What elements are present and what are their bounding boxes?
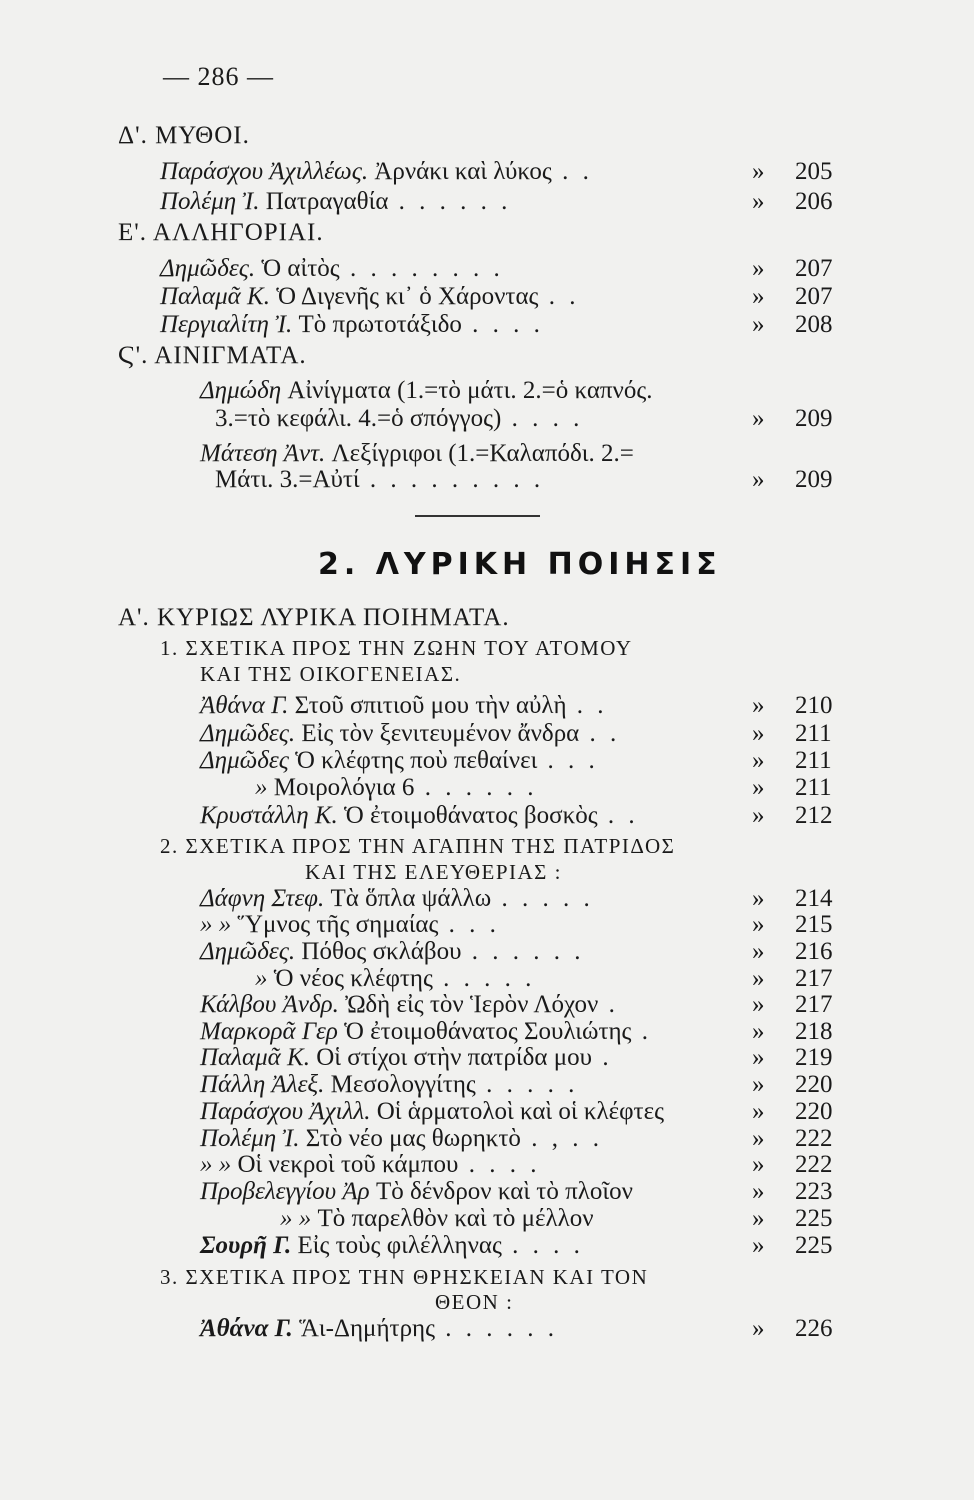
ditto-mark: » bbox=[752, 991, 765, 1018]
entry-title: Στὸ νέο μας θωρηκτὸ bbox=[305, 1125, 521, 1152]
toc-entry bbox=[160, 310, 544, 340]
entry-author: Δημῶδες bbox=[200, 747, 296, 774]
toc-heading: 1. ΣΧΕΤΙΚΑ ΠΡΟΣ ΤΗΝ ΖΩΗΝ ΤΟΥ ΑΤΟΜΟΥ bbox=[160, 636, 633, 660]
ditto-mark: » bbox=[752, 405, 765, 432]
entry-leader-dots: . . . . bbox=[501, 1232, 584, 1259]
ditto-mark: » bbox=[752, 720, 765, 747]
ditto-mark: » bbox=[752, 466, 765, 493]
entry-page-number: 210 bbox=[795, 692, 833, 719]
entry-author: Παλαμᾶ Κ. bbox=[160, 283, 277, 310]
toc-heading: ΚΑΙ ΤΗΣ ΟΙΚΟΓΕΝΕΙΑΣ. bbox=[200, 662, 462, 686]
entry-page-number: 211 bbox=[795, 747, 832, 774]
entry-page-number: 225 bbox=[795, 1205, 833, 1232]
toc-heading: Ε'. ΑΛΛΗΓΟΡΙΑΙ. bbox=[118, 219, 324, 246]
entry-author: Περγιαλίτη Ἰ. bbox=[160, 311, 299, 338]
entry-title: Οἱ νεκροὶ τοῦ κάμπου bbox=[237, 1151, 459, 1178]
toc-entry bbox=[160, 187, 511, 217]
toc-heading: Ϛ'. ΑΙΝΙΓΜΑΤΑ. bbox=[118, 342, 307, 369]
entry-leader-dots: . , . . bbox=[520, 1125, 603, 1152]
entry-leader-dots: . bbox=[598, 991, 619, 1018]
section-divider bbox=[415, 515, 540, 517]
ditto-mark: » bbox=[752, 965, 765, 992]
entry-leader-dots: . . . . . bbox=[491, 885, 594, 912]
entry-title: Τὸ πρωτοτάξιδο bbox=[298, 311, 462, 338]
toc-entry bbox=[200, 1043, 613, 1073]
entry-title: Στοῦ σπιτιοῦ μου τὴν αὐλὴ bbox=[294, 692, 567, 719]
toc-entry bbox=[200, 691, 608, 721]
entry-title: Ὁ νέος κλέφτης bbox=[273, 965, 433, 992]
entry-title: Ὕμνος τῆς σημαίας bbox=[237, 911, 439, 938]
toc-entry bbox=[215, 465, 544, 495]
toc-heading: Α'. ΚΥΡΙΩΣ ΛΥΡΙΚΑ ΠΟΙΗΜΑΤΑ. bbox=[118, 604, 510, 631]
entry-page-number: 209 bbox=[795, 466, 833, 493]
entry-title: Τὰ ὅπλα ψάλλω bbox=[330, 885, 492, 912]
entry-title: Μοιρολόγια 6 bbox=[273, 774, 415, 801]
toc-heading: ΘΕΟΝ : bbox=[435, 1290, 514, 1314]
toc-heading: Δ'. ΜΥΘΟΙ. bbox=[118, 122, 250, 149]
entry-leader-dots: . . bbox=[538, 283, 580, 310]
entry-title: Πόθος σκλάβου bbox=[301, 938, 462, 965]
entry-author: Δημῶδες. bbox=[200, 720, 302, 747]
entry-title: Ὁ αἰτὸς bbox=[261, 255, 340, 282]
ditto-mark: » bbox=[752, 911, 765, 938]
toc-entry bbox=[200, 1070, 578, 1100]
entry-page-number: 219 bbox=[795, 1044, 833, 1071]
entry-author: Ἀθάνα Γ. bbox=[200, 692, 295, 719]
entry-title: 3.=τὸ κεφάλι. 4.=ὁ σπόγγος) bbox=[215, 405, 502, 432]
entry-leader-dots: . . bbox=[579, 720, 621, 747]
entry-leader-dots: . . . bbox=[438, 911, 500, 938]
entry-leader-dots: . . bbox=[551, 158, 593, 185]
entry-title: Τὸ παρελθὸν καὶ τὸ μέλλον bbox=[317, 1205, 594, 1232]
ditto-mark: » bbox=[752, 311, 765, 338]
entry-page-number: 209 bbox=[795, 405, 833, 432]
toc-entry bbox=[200, 910, 500, 940]
ditto-mark: » bbox=[752, 1205, 765, 1232]
entry-leader-dots: . . . . . . . . bbox=[339, 255, 504, 282]
entry-author: Μαρκορᾶ Γερ bbox=[200, 1018, 345, 1045]
entry-author: Κρυστάλλη Κ. bbox=[200, 802, 345, 829]
entry-title: Πατραγαθία bbox=[265, 188, 389, 215]
entry-author: Κάλβου Ἀνδρ. bbox=[200, 991, 346, 1018]
toc-entry bbox=[200, 1177, 633, 1207]
entry-author: Ἀθάνα Γ. bbox=[200, 1315, 300, 1342]
entry-author: Σουρῆ Γ. bbox=[200, 1232, 298, 1259]
entry-page-number: 211 bbox=[795, 720, 832, 747]
entry-author: » bbox=[255, 774, 274, 801]
entry-title: Ἅι-Δημήτρης bbox=[299, 1315, 436, 1342]
entry-page-number: 226 bbox=[795, 1315, 833, 1342]
entry-page-number: 206 bbox=[795, 188, 833, 215]
toc-entry bbox=[200, 1231, 584, 1261]
entry-title: Ὁ ἐτοιμοθάνατος βοσκὸς bbox=[344, 802, 598, 829]
entry-page-number: 217 bbox=[795, 965, 833, 992]
toc-entry bbox=[200, 990, 619, 1020]
entry-title: Ὁ κλέφτης ποὺ πεθαίνει bbox=[295, 747, 538, 774]
page-number: — 286 — bbox=[163, 62, 274, 91]
entry-page-number: 222 bbox=[795, 1125, 833, 1152]
entry-author: Πολέμη Ἰ. bbox=[200, 1125, 306, 1152]
entry-leader-dots: . bbox=[592, 1044, 613, 1071]
entry-leader-dots: . . bbox=[566, 692, 608, 719]
toc-heading: 2. ΣΧΕΤΙΚΑ ΠΡΟΣ ΤΗΝ ΑΓΑΠΗΝ ΤΗΣ ΠΑΤΡΙΔΟΣ bbox=[160, 834, 676, 858]
entry-author: » bbox=[255, 965, 274, 992]
entry-author: Δημῶδες. bbox=[200, 938, 302, 965]
ditto-mark: » bbox=[752, 1018, 765, 1045]
toc-entry bbox=[215, 404, 583, 434]
entry-leader-dots: . . . . . bbox=[432, 965, 536, 992]
entry-page-number: 207 bbox=[795, 283, 833, 310]
toc-entry bbox=[280, 1204, 594, 1234]
toc-entry bbox=[160, 157, 593, 187]
toc-entry bbox=[200, 376, 653, 406]
ditto-mark: » bbox=[752, 1125, 765, 1152]
entry-leader-dots: . . . . . . . . . bbox=[359, 466, 545, 493]
entry-leader-dots: . . bbox=[597, 802, 639, 829]
entry-leader-dots: . . . . bbox=[461, 311, 544, 338]
ditto-mark: » bbox=[752, 158, 765, 185]
entry-title: Λεξίγριφοι (1.=Καλαπόδι. 2.= bbox=[331, 440, 634, 467]
entry-leader-dots: . . . . . . bbox=[435, 1315, 559, 1342]
toc-entry bbox=[160, 254, 504, 284]
ditto-mark: » bbox=[752, 1315, 765, 1342]
ditto-mark: » bbox=[752, 1098, 765, 1125]
entry-author: Πάλλη Ἀλεξ. bbox=[200, 1071, 331, 1098]
entry-page-number: 214 bbox=[795, 885, 833, 912]
toc-entry bbox=[160, 282, 579, 312]
entry-leader-dots: . . . . . bbox=[475, 1071, 579, 1098]
entry-author: Πολέμη Ἰ. bbox=[160, 188, 266, 215]
entry-title: Ὁ ἐτοιμοθάνατος Σουλιώτης bbox=[344, 1018, 632, 1045]
entry-leader-dots: . bbox=[631, 1018, 652, 1045]
entry-title: Αἰνίγματα (1.=τὸ μάτι. 2.=ὁ καπνός. bbox=[287, 377, 653, 404]
toc-entry bbox=[200, 801, 639, 831]
toc-entry bbox=[200, 1097, 664, 1127]
toc-heading: 3. ΣΧΕΤΙΚΑ ΠΡΟΣ ΤΗΝ ΘΡΗΣΚΕΙΑΝ ΚΑΙ ΤΟΝ bbox=[160, 1265, 649, 1289]
ditto-mark: » bbox=[752, 747, 765, 774]
entry-page-number: 223 bbox=[795, 1178, 833, 1205]
entry-title: Μεσολογγίτης bbox=[330, 1071, 476, 1098]
entry-page-number: 217 bbox=[795, 991, 833, 1018]
entry-author: Δημώδη bbox=[200, 377, 288, 404]
entry-author: Δάφνη Στεφ. bbox=[200, 885, 331, 912]
ditto-mark: » bbox=[752, 692, 765, 719]
ditto-mark: » bbox=[752, 188, 765, 215]
entry-title: Ἀρνάκι καὶ λύκος bbox=[374, 158, 552, 185]
entry-page-number: 220 bbox=[795, 1071, 833, 1098]
entry-page-number: 218 bbox=[795, 1018, 833, 1045]
toc-entry bbox=[200, 746, 599, 776]
entry-page-number: 220 bbox=[795, 1098, 833, 1125]
ditto-mark: » bbox=[752, 1232, 765, 1259]
entry-leader-dots: . . . . bbox=[501, 405, 584, 432]
entry-author: Παλαμᾶ Κ. bbox=[200, 1044, 317, 1071]
entry-author: » » bbox=[200, 1151, 238, 1178]
entry-page-number: 207 bbox=[795, 255, 833, 282]
ditto-mark: » bbox=[752, 1071, 765, 1098]
ditto-mark: » bbox=[752, 283, 765, 310]
ditto-mark: » bbox=[752, 802, 765, 829]
entry-title: Μάτι. 3.=Αὐτί bbox=[215, 466, 360, 493]
entry-title: Οἱ ἁρματολοὶ καὶ οἱ κλέφτες bbox=[376, 1098, 664, 1125]
entry-author: Παράσχου Ἀχιλλέως. bbox=[160, 158, 375, 185]
entry-title: Ὁ Διγενῆς κι᾽ ὁ Χάροντας bbox=[276, 283, 539, 310]
ditto-mark: » bbox=[752, 938, 765, 965]
entry-leader-dots: . . . . . . bbox=[461, 938, 585, 965]
toc-entry bbox=[200, 1150, 540, 1180]
entry-author: » » bbox=[280, 1205, 318, 1232]
ditto-mark: » bbox=[752, 1178, 765, 1205]
entry-leader-dots: . . . bbox=[537, 747, 599, 774]
entry-page-number: 212 bbox=[795, 802, 833, 829]
entry-leader-dots: . . . . . . bbox=[414, 774, 538, 801]
entry-author: Προβελεγγίου Ἀρ bbox=[200, 1178, 376, 1205]
entry-author: » » bbox=[200, 911, 238, 938]
ditto-mark: » bbox=[752, 1044, 765, 1071]
entry-author: Παράσχου Ἀχιλλ. bbox=[200, 1098, 377, 1125]
entry-title: Εἰς τὸν ξενιτευμένον ἄνδρα bbox=[301, 720, 580, 747]
entry-page-number: 215 bbox=[795, 911, 833, 938]
toc-heading: ΚΑΙ ΤΗΣ ΕΛΕΥΘΕΡΙΑΣ : bbox=[305, 860, 562, 884]
entry-leader-dots: . . . . bbox=[458, 1151, 541, 1178]
entry-title: Οἱ στίχοι στὴν πατρίδα μου bbox=[316, 1044, 593, 1071]
entry-page-number: 211 bbox=[795, 774, 832, 801]
entry-author: Μάτεση Ἀντ. bbox=[200, 440, 332, 467]
entry-page-number: 208 bbox=[795, 311, 833, 338]
entry-page-number: 225 bbox=[795, 1232, 833, 1259]
entry-page-number: 216 bbox=[795, 938, 833, 965]
toc-entry bbox=[200, 1314, 558, 1344]
ditto-mark: » bbox=[752, 885, 765, 912]
toc-entry bbox=[200, 937, 584, 967]
ditto-mark: » bbox=[752, 255, 765, 282]
entry-author: Δημῶδες. bbox=[160, 255, 262, 282]
entry-page-number: 205 bbox=[795, 158, 833, 185]
entry-title: Ὠδὴ εἰς τὸν Ἱερὸν Λόχον bbox=[345, 991, 599, 1018]
entry-page-number: 222 bbox=[795, 1151, 833, 1178]
section-heading: 2. ΛΥΡΙΚΗ ΠΟΙΗΣΙΣ bbox=[318, 547, 722, 582]
entry-title: Εἰς τοὺς φιλέλληνας bbox=[297, 1232, 502, 1259]
ditto-mark: » bbox=[752, 1151, 765, 1178]
entry-leader-dots: . . . . . . bbox=[388, 188, 512, 215]
ditto-mark: » bbox=[752, 774, 765, 801]
toc-entry bbox=[255, 773, 537, 803]
entry-title: Τὸ δένδρον καὶ τὸ πλοῖον bbox=[375, 1178, 633, 1205]
toc-entry bbox=[200, 719, 620, 749]
